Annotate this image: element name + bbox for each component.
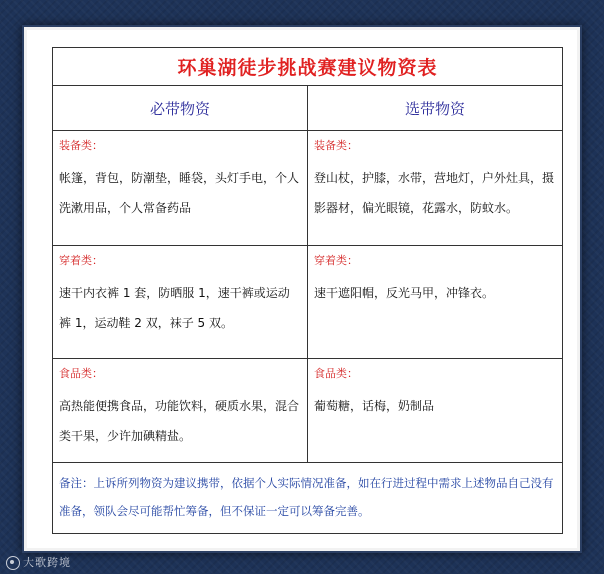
item-list: 帐篷，背包，防潮垫，睡袋，头灯手电，个人洗漱用品，个人常备药品 <box>59 171 300 215</box>
table-row-clothing <box>53 246 563 359</box>
cell-required-clothing <box>53 246 308 359</box>
note: 备注：上诉所列物资为建议携带，依据个人实际情况准备，如在行进过程中需求上述物品自己没有准备，领队会尽可能帮忙筹备，但不保证一定可以筹备完善。 <box>53 463 563 534</box>
cell-required-food <box>53 359 308 463</box>
cell-required-equipment <box>53 131 308 246</box>
item-list: 高热能便携食品，功能饮料，硬质水果，混合类干果，少许加碘精盐。 <box>59 399 300 443</box>
watermark-text: 大歌跨境 <box>23 556 71 569</box>
cell-optional-equipment <box>308 131 563 246</box>
item-list: 速干遮阳帽，反光马甲，冲锋衣。 <box>314 286 495 300</box>
item-list: 葡萄糖，话梅，奶制品 <box>314 399 435 413</box>
item-list: 速干内衣裤 1 套，防晒服 1，速干裤或运动裤 1，运动鞋 2 双，袜子 5 双。 <box>59 286 290 330</box>
watermark <box>6 554 71 570</box>
category-label: 食品类： <box>314 367 358 380</box>
category-label: 穿着类： <box>59 254 103 267</box>
column-header-optional: 选带物资 <box>308 86 563 131</box>
table-title: 环巢湖徒步挑战赛建议物资表 <box>53 48 563 86</box>
category-label: 穿着类： <box>314 254 358 267</box>
category-label: 装备类： <box>59 139 103 152</box>
category-label: 装备类： <box>314 139 358 152</box>
category-label: 食品类： <box>59 367 103 380</box>
column-header-required: 必带物资 <box>53 86 308 131</box>
table-row-food <box>53 359 563 463</box>
item-list: 登山杖，护膝，水带，营地灯，户外灶具，摄影器材，偏光眼镜，花露水，防蚊水。 <box>314 171 555 215</box>
cell-optional-clothing <box>308 246 563 359</box>
cell-optional-food <box>308 359 563 463</box>
table-row-equipment <box>53 131 563 246</box>
supply-table <box>52 47 563 534</box>
table-frame <box>22 25 582 553</box>
watermark-logo-icon <box>6 556 20 570</box>
